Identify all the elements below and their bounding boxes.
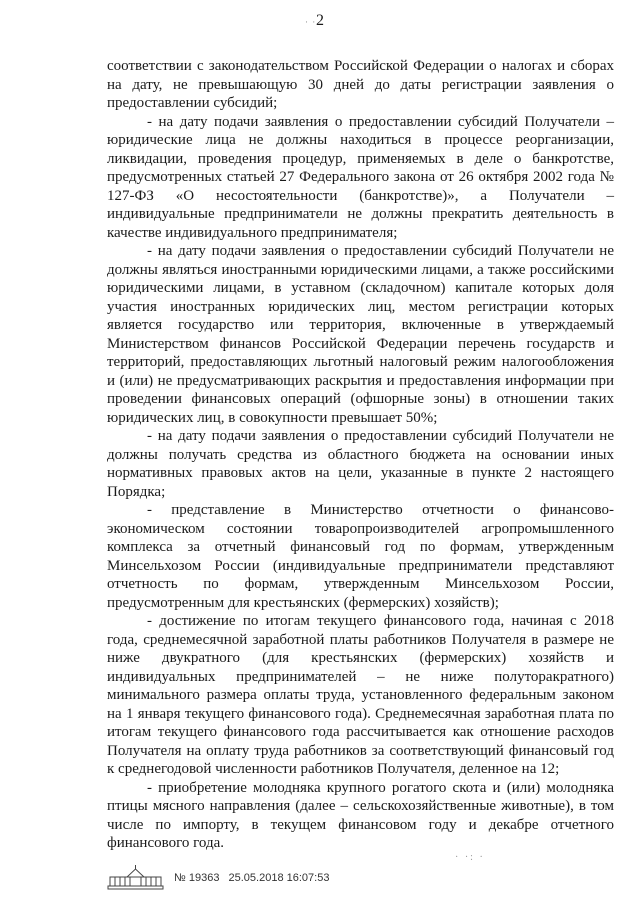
paragraph-2: - на дату подачи заявления о предоставлении субсидий Получатели – юридические лица не должны находиться в процессе реорганизации, ликвидации, проведения процедур, применяемых в деле о банкротстве, предусмотренных статьей 27 Федерального закона от 26 октября 2002 года № 127-ФЗ «О несостоятельности (банкротстве)», а Получатели – индивидуальные предприниматели не должны прекратить деятельность в качестве индивидуального предпринимателя; xyxy=(107,113,614,241)
document-body xyxy=(107,57,614,853)
paragraph-1: соответствии с законодательством Российской Федерации о налогах и сборах на дату, не превышающую 30 дней до даты регистрации заявления о предоставлении субсидий; xyxy=(107,58,614,111)
document-number: № 19363 xyxy=(174,872,220,884)
footer xyxy=(107,864,335,892)
document-timestamp: 25.05.2018 16:07:53 xyxy=(228,872,330,884)
paragraph-4: - на дату подачи заявления о предоставлении субсидий Получатели не должны получать средства из областного бюджета на основании иных нормативных правовых актов на цели, указанные в пункте 2 настоящего Порядка; xyxy=(107,428,614,500)
page-number: 2 xyxy=(316,12,324,29)
scan-artifact: · · xyxy=(305,17,317,27)
paragraph-6: - достижение по итогам текущего финансового года, начиная с 2018 года, среднемесячной заработной платы работников Получателя в размере не ниже двукратного (для крестьянских (фермерских) хозяйств и индивидуальных предпринимателей – не ниже полуторакратного) минимального размера оплаты труда, установленного федеральным законом на 1 января текущего финансового года). Среднемесячная заработная плата по итогам текущего финансового года рассчитывается как отношение расходов Получателя на оплату труда работников за соответствующий финансовый год к среднегодовой численности работников Получателя, деленное на 12; xyxy=(107,613,614,777)
government-building-logo-icon xyxy=(107,865,164,891)
document-registration xyxy=(174,872,335,884)
paragraph-7: - приобретение молодняка крупного рогатого скота и (или) молодняка птицы мясного направления (далее – сельскохозяйственные животные), в том числе по импорту, в текущем финансовом году и декабре отчетного финансового года. xyxy=(107,779,614,851)
scan-artifact-dots: · ·: · xyxy=(455,852,485,863)
paragraph-3: - на дату подачи заявления о предоставлении субсидий Получатели не должны являться иностранными юридическими лицами, а также российскими юридическими лицами, в уставном (складочном) капитале которых доля участия иностранных юридических лиц, местом регистрации которых является государство или территория, включенные в утверждаемый Министерством финансов Российской Федерации перечень государств и территорий, предоставляющих льготный налоговый режим налогообложения и (или) не предусматривающих раскрытия и предоставления информации при проведении финансовых операций (офшорные зоны) в отношении таких юридических лиц, в совокупности превышает 50%; xyxy=(107,243,614,426)
paragraph-5: - представление в Министерство отчетности о финансово-экономическом состоянии товаропроизводителей агропромышленного комплекса за отчетный финансовый год по формам, утвержденным Минсельхозом России (индивидуальные предприниматели представляют отчетность по формам, утвержденным Минсельхозом России, предусмотренным для крестьянских (фермерских) хозяйств); xyxy=(107,502,614,611)
